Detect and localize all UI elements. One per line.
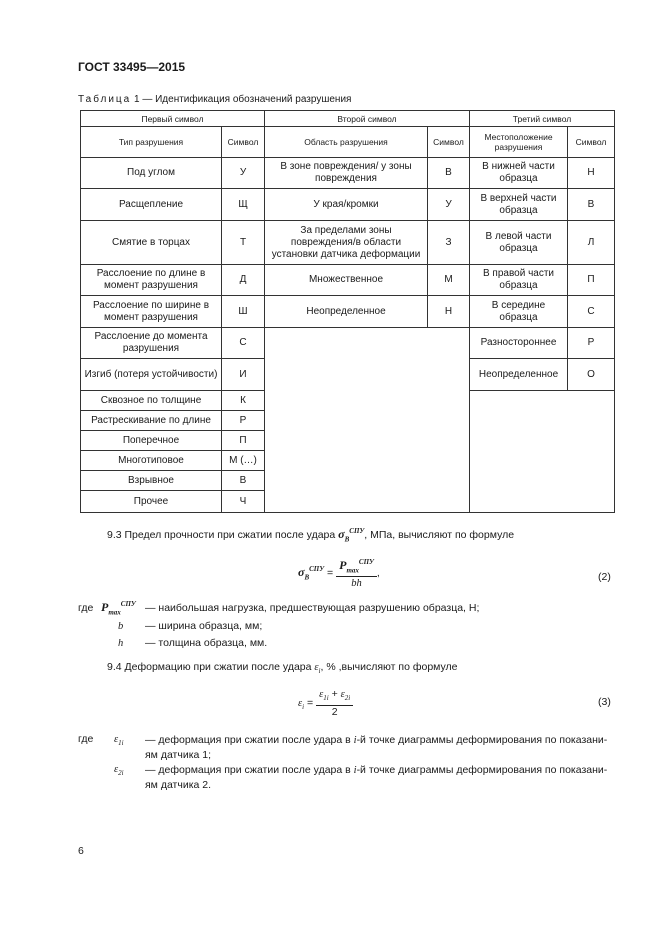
second-area-cell: За пределами зоны повреждения/в области установки датчика деформации [265,221,428,265]
second-area-cell: У края/кромки [265,189,428,221]
third-location-cell: Неопределенное [470,359,568,391]
first-type-cell: Расщепление [81,189,222,221]
first-symbol-cell: И [222,359,265,391]
first-symbol-cell: М (…) [222,451,265,471]
third-location-cell: В нижней части образца [470,158,568,189]
formula-3: $\varepsilon_i$ = $\frac{\varepsilon_{1i} + \varepsilon_{2i}}{2}$ [298,688,378,718]
legend-item: — деформация при сжатии после удара в i-й точке диаграммы деформирования по показани- ям датчика 1; [145,734,608,761]
formula-3-number: (3) [598,696,611,708]
legend-item: — толщина образца, мм. [145,637,268,649]
third-location-cell: В левой части образца [470,221,568,265]
table-caption-text: 1 — Идентификация обозначений разрушения [131,94,352,105]
first-type-cell: Растрескивание по длине [81,411,222,431]
first-type-cell: Расслоение по длине в момент разрушения [81,265,222,296]
first-symbol-cell: Т [222,221,265,265]
table-caption [78,94,351,105]
subheader-damage-type: Тип разрушения [81,127,222,158]
third-location-cell: Разностороннее [470,328,568,359]
subheader-damage-area: Область разрушения [265,127,428,158]
third-symbol-cell: Р [568,328,615,359]
first-symbol-cell: Ш [222,296,265,328]
third-empty-area [470,391,615,513]
third-symbol-cell: Н [568,158,615,189]
third-symbol-cell: Л [568,221,615,265]
third-location-cell: В середине образца [470,296,568,328]
legend-where-2: где [78,733,94,745]
third-symbol-cell: С [568,296,615,328]
legend-eps2-symbol: $\varepsilon_{2i}$ [114,764,124,778]
subheader-symbol-1: Символ [222,127,265,158]
second-symbol-cell: М [428,265,470,296]
legend-eps1-symbol: $\varepsilon_{1i}$ [114,734,124,748]
third-symbol-cell: В [568,189,615,221]
formula-2: $\sigma_В^{СПУ}$ = $\frac{P_{max}^{СПУ}}{bh}$ , [298,558,380,590]
page-number: 6 [78,845,84,857]
second-symbol-cell: Н [428,296,470,328]
legend-p-symbol: $P_{max}^{СПУ}$ [101,600,136,617]
third-symbol-cell: О [568,359,615,391]
legend-item: — ширина образца, мм; [145,620,263,632]
first-type-cell: Расслоение по ширине в момент разрушения [81,296,222,328]
first-symbol-cell: Р [222,411,265,431]
formula-2-number: (2) [598,571,611,583]
legend-item: — деформация при сжатии после удара в i-й точке диаграммы деформирования по показани- ям датчика 2. [145,764,608,791]
legend-where-1: где [78,602,94,614]
section-9-3-paragraph: 9.3 Предел прочности при сжатии после удара $\sigma_В^{СПУ}$, МПа, вычисляют по формуле [107,527,515,544]
first-type-cell: Прочее [81,491,222,513]
second-area-cell: Множественное [265,265,428,296]
section-9-4-paragraph: 9.4 Деформацию при сжатии после удара $\varepsilon_i$, % ,вычисляют по формуле [107,661,458,676]
second-area-cell: В зоне повреждения/ у зоны повреждения [265,158,428,189]
header-third-symbol: Третий символ [470,111,615,127]
first-type-cell: Расслоение до момента разрушения [81,328,222,359]
first-symbol-cell: В [222,471,265,491]
first-symbol-cell: К [222,391,265,411]
document-header: ГОСТ 33495—2015 [78,60,186,74]
second-area-cell: Неопределенное [265,296,428,328]
damage-identification-table [80,110,615,513]
formula-3-denominator: 2 [331,706,338,719]
header-first-symbol: Первый символ [81,111,265,127]
header-second-symbol: Второй символ [265,111,470,127]
sigma-symbol: $\sigma_В^{СПУ}$ [338,527,365,544]
first-type-cell: Сквозное по толщине [81,391,222,411]
formula-2-fraction [336,556,377,590]
first-symbol-cell: У [222,158,265,189]
first-type-cell: Многотиповое [81,451,222,471]
first-type-cell: Изгиб (потеря устойчивости) [81,359,222,391]
legend-item: — наибольшая нагрузка, предшествующая разрушению образца, Н; [145,602,480,614]
first-type-cell: Смятие в торцах [81,221,222,265]
first-type-cell: Взрывное [81,471,222,491]
formula-2-lhs: $\sigma_В^{СПУ}$ [298,564,325,582]
subheader-symbol-3: Символ [568,127,615,158]
third-symbol-cell: П [568,265,615,296]
first-type-cell: Под углом [81,158,222,189]
subheader-symbol-2: Символ [428,127,470,158]
first-symbol-cell: С [222,328,265,359]
second-symbol-cell: В [428,158,470,189]
legend-h-symbol: h [118,638,124,649]
formula-3-fraction [316,688,353,718]
first-symbol-cell: Д [222,265,265,296]
table-caption-label: Таблица [78,94,132,105]
formula-3-numerator: $\varepsilon_{1i} + \varepsilon_{2i}$ [316,688,353,706]
formula-2-numerator: $P_{max}^{СПУ}$ [336,556,377,577]
second-symbol-cell: З [428,221,470,265]
legend-b-symbol: b [118,621,124,632]
first-symbol-cell: Щ [222,189,265,221]
second-empty-area [265,328,470,513]
first-symbol-cell: Ч [222,491,265,513]
formula-2-denominator: bh [351,578,362,590]
third-location-cell: В верхней части образца [470,189,568,221]
second-symbol-cell: У [428,189,470,221]
first-type-cell: Поперечное [81,431,222,451]
first-symbol-cell: П [222,431,265,451]
subheader-damage-location: Местоположение разрушения [470,127,568,158]
third-location-cell: В правой части образца [470,265,568,296]
